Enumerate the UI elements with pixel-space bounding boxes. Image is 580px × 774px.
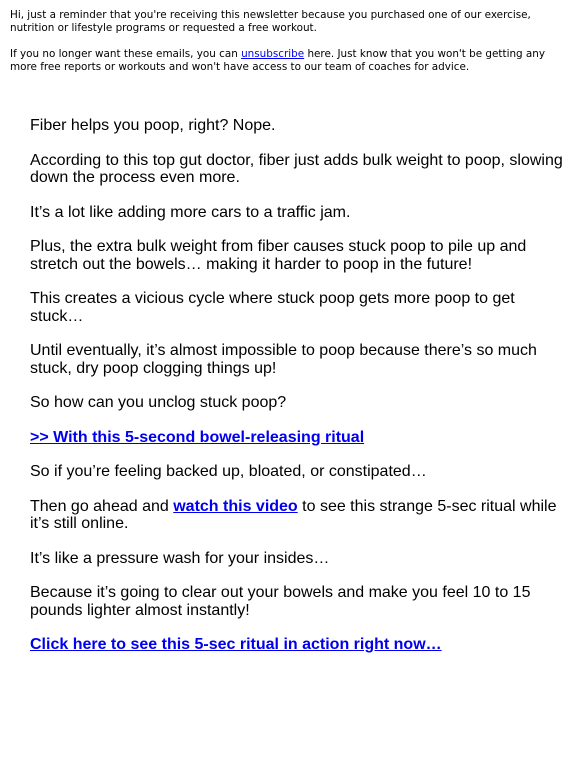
unsubscribe-text-after: here. Just know that you won't be getting any more free reports or workouts and won't have access to our team of coaches for advice. [10,48,546,73]
body-paragraph: Plus, the extra bulk weight from fiber causes stuck poop to pile up and stretch out the bowels… making it harder to poop in the future! [30,238,527,273]
video-paragraph [30,498,565,533]
body-paragraph: This creates a vicious cycle where stuck poop gets more poop to get stuck… [30,290,515,325]
ritual-link-paragraph [30,429,565,447]
body-paragraph: It’s a lot like adding more cars to a traffic jam. [30,203,351,221]
body-paragraph: So how can you unclog stuck poop? [30,394,287,411]
cta-link-paragraph [30,636,565,654]
email-body [30,117,565,671]
body-paragraph: Fiber helps you poop, right? Nope. [30,117,276,134]
cta-link[interactable]: Click here to see this 5-sec ritual in action right now… [30,636,442,653]
unsubscribe-link[interactable]: unsubscribe [241,48,305,60]
body-paragraph: So if you’re feeling backed up, bloated, or constipated… [30,463,427,480]
body-paragraph: It’s like a pressure wash for your insides… [30,549,330,567]
watch-video-link[interactable]: watch this video [173,497,298,515]
preheader [0,0,580,74]
unsubscribe-notice [10,48,570,74]
body-paragraph: Because it’s going to clear out your bowels and make you feel 10 to 15 pounds lighter almost instantly! [30,584,531,619]
newsletter-reminder: Hi, just a reminder that you're receiving this newsletter because you purchased one of our exercise, nutrition or lifestyle programs or requested a free workout. [10,9,531,34]
body-paragraph: Until eventually, it’s almost impossible to poop because there’s so much stuck, dry poop clogging things up! [30,342,537,377]
video-text-after: to see this strange 5-sec ritual while it’s still online. [30,497,557,532]
body-paragraph: According to this top gut doctor, fiber just adds bulk weight to poop, slowing down the process even more. [30,151,563,186]
video-text-before: Then go ahead and [30,497,174,515]
ritual-link[interactable]: >> With this 5-second bowel-releasing ritual [30,428,365,446]
unsubscribe-text-before: If you no longer want these emails, you can [10,48,242,60]
